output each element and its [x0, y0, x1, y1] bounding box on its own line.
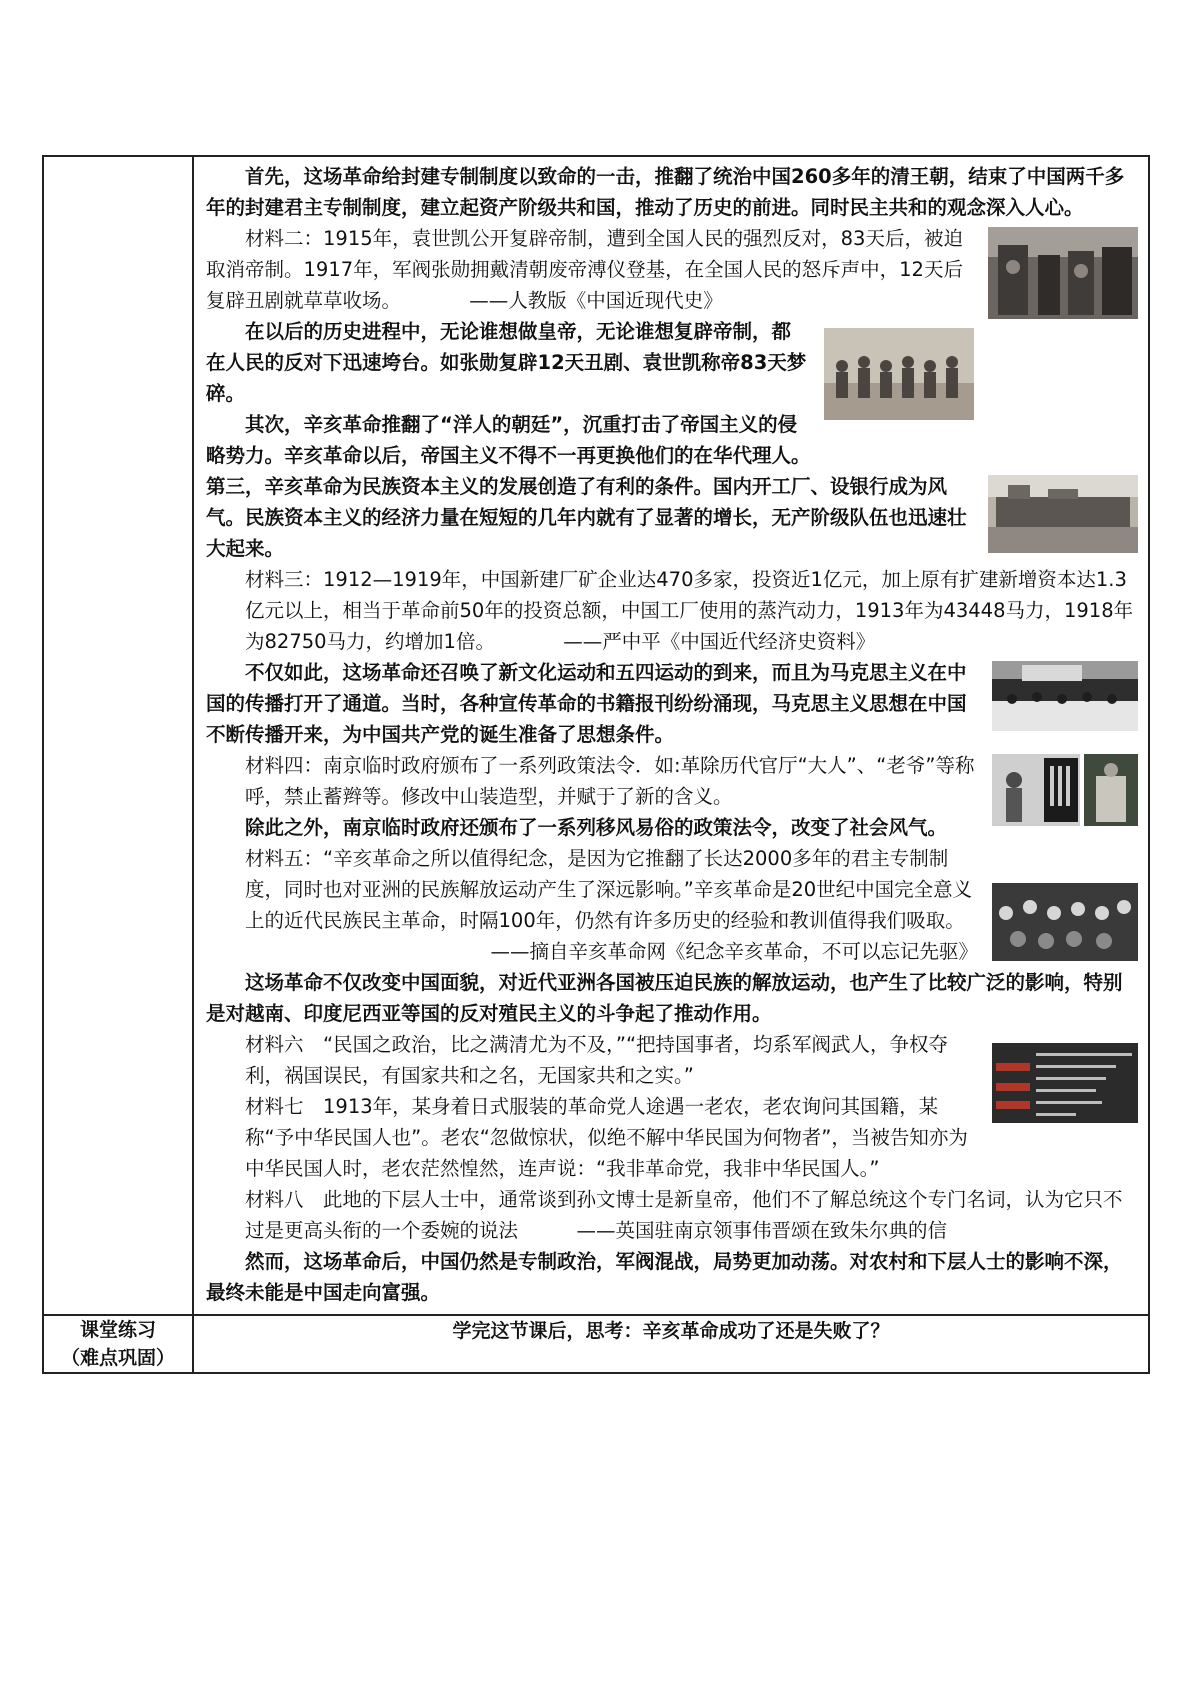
- paragraph-impact-2: 在以后的历史进程中，无论谁想做皇帝，无论谁想复辟帝制，都在人民的反对下迅速垮台。如张勋复辟12天丑剧、袁世凯称帝83天梦碎。: [206, 320, 807, 405]
- practice-question: 学完这节课后，思考：辛亥革命成功了还是失败了？: [193, 1315, 1149, 1373]
- practice-sublabel: （难点巩固）: [60, 1347, 175, 1369]
- paragraph-impact-7: 这场革命不仅改变中国面貌，对近代亚洲各国被压迫民族的解放运动，也产生了比较广泛的影响，特别是对越南、印度尼西亚等国的反对殖民主义的斗争起了推动作用。: [206, 971, 1123, 1025]
- photo-factory: [988, 475, 1138, 553]
- lesson-table: [42, 155, 1150, 1374]
- material-4: 材料四：南京临时政府颁布了一系列政策法令．如:革除历代官厅“大人”、“老爷”等称呼，禁止蓄辫等。修改中山装造型，并赋于了新的含义。: [245, 754, 975, 808]
- material-5-source: ——摘自辛亥革命网《纪念辛亥革命，不可以忘记先驱》: [490, 940, 978, 963]
- slide-thumbnail: [992, 1043, 1138, 1123]
- paragraph-impact-4: 第三，辛亥革命为民族资本主义的发展创造了有利的条件。国内开工厂、设银行成为风气。民族资本主义的经济力量在短短的几年内就有了显著的增长，无产阶级队伍也迅速壮大起来。: [206, 475, 967, 560]
- practice-row: [43, 1315, 1149, 1373]
- photo-officials: [824, 328, 974, 420]
- content-row: [43, 156, 1149, 1315]
- practice-label-cell: [43, 1315, 193, 1373]
- paragraph-impact-8: 然而，这场革命后，中国仍然是专制政治，军阀混战，局势更加动荡。对农村和下层人士的影响不深，最终未能是中国走向富强。: [206, 1250, 1123, 1304]
- material-5: 材料五：“辛亥革命之所以值得纪念，是因为它推翻了长达2000多年的君主专制制度，同时也对亚洲的民族解放运动产生了深远影响。”辛亥革命是20世纪中国完全意义上的近代民族民主革命，时隔100年，仍然有许多历史的经验和教训值得我们吸取。: [245, 847, 973, 932]
- material-6: 材料六 “民国之政治，比之满清尤为不及，”“把持国事者，均系军阀武人，争权夺利，祸国误民，有国家共和之名，无国家共和之实。”: [245, 1033, 949, 1087]
- practice-label: 课堂练习: [79, 1319, 156, 1341]
- content-cell: [193, 156, 1149, 1315]
- material-7: 材料七 1913年，某身着日式服装的革命党人途遇一老农，老农询问其国籍，某称“予中华民国人也”。老农“忽做惊状，似绝不解中华民国为何物者”，当被告知亦为中华民国人时，老农茫然惶然，连声说：“我非革命党，我非中华民国人。”: [245, 1095, 968, 1180]
- photo-crowd: [992, 883, 1138, 961]
- material-8: 材料八 此地的下层人士中，通常谈到孙文博士是新皇帝，他们不了解总统这个专门名词，认为它只不过是更高头衔的一个委婉的说法 ——英国驻南京领事伟晋颂在致朱尔典的信: [245, 1188, 1123, 1242]
- row-label-cell: [43, 156, 193, 1315]
- photo-restoration: [988, 227, 1138, 319]
- photo-may-fourth: [992, 661, 1138, 731]
- paragraph-impact-1: 首先，这场革命给封建专制制度以致命的一击，推翻了统治中国260多年的清王朝，结束了中国两千多年的封建君主专制制度，建立起资产阶级共和国，推动了历史的前进。同时民主共和的观念深入人心。: [206, 165, 1125, 219]
- material-3: 材料三：1912—1919年，中国新建厂矿企业达470多家，投资近1亿元，加上原有扩建新增资本达1.3亿元以上，相当于革命前50年的投资总额，中国工厂使用的蒸汽动力，1913年为43448马力，1918年为82750马力，约增加1倍。 ——严中平《中国近代经济史资料》: [245, 568, 1134, 653]
- paragraph-impact-5: 不仅如此，这场革命还召唤了新文化运动和五四运动的到来，而且为马克思主义在中国的传播打开了通道。当时，各种宣传革命的书籍报刊纷纷涌现，马克思主义思想在中国不断传播开来，为中国共产党的诞生准备了思想条件。: [206, 661, 967, 746]
- paragraph-impact-3: 其次，辛亥革命推翻了“洋人的朝廷”，沉重打击了帝国主义的侵略势力。辛亥革命以后，帝国主义不得不一再更换他们的在华代理人。: [206, 413, 811, 467]
- paragraph-impact-6: 除此之外，南京临时政府还颁布了一系列移风易俗的政策法令，改变了社会风气。: [245, 816, 948, 839]
- photo-queue-and-suit: [992, 754, 1138, 826]
- material-2: 材料二：1915年，袁世凯公开复辟帝制，遭到全国人民的强烈反对，83天后，被迫取消帝制。1917年，军阀张勋拥戴清朝废帝溥仪登基，在全国人民的怒斥声中，12天后复辟丑剧就草草收场。 ——人教版《中国近现代史》: [206, 227, 963, 312]
